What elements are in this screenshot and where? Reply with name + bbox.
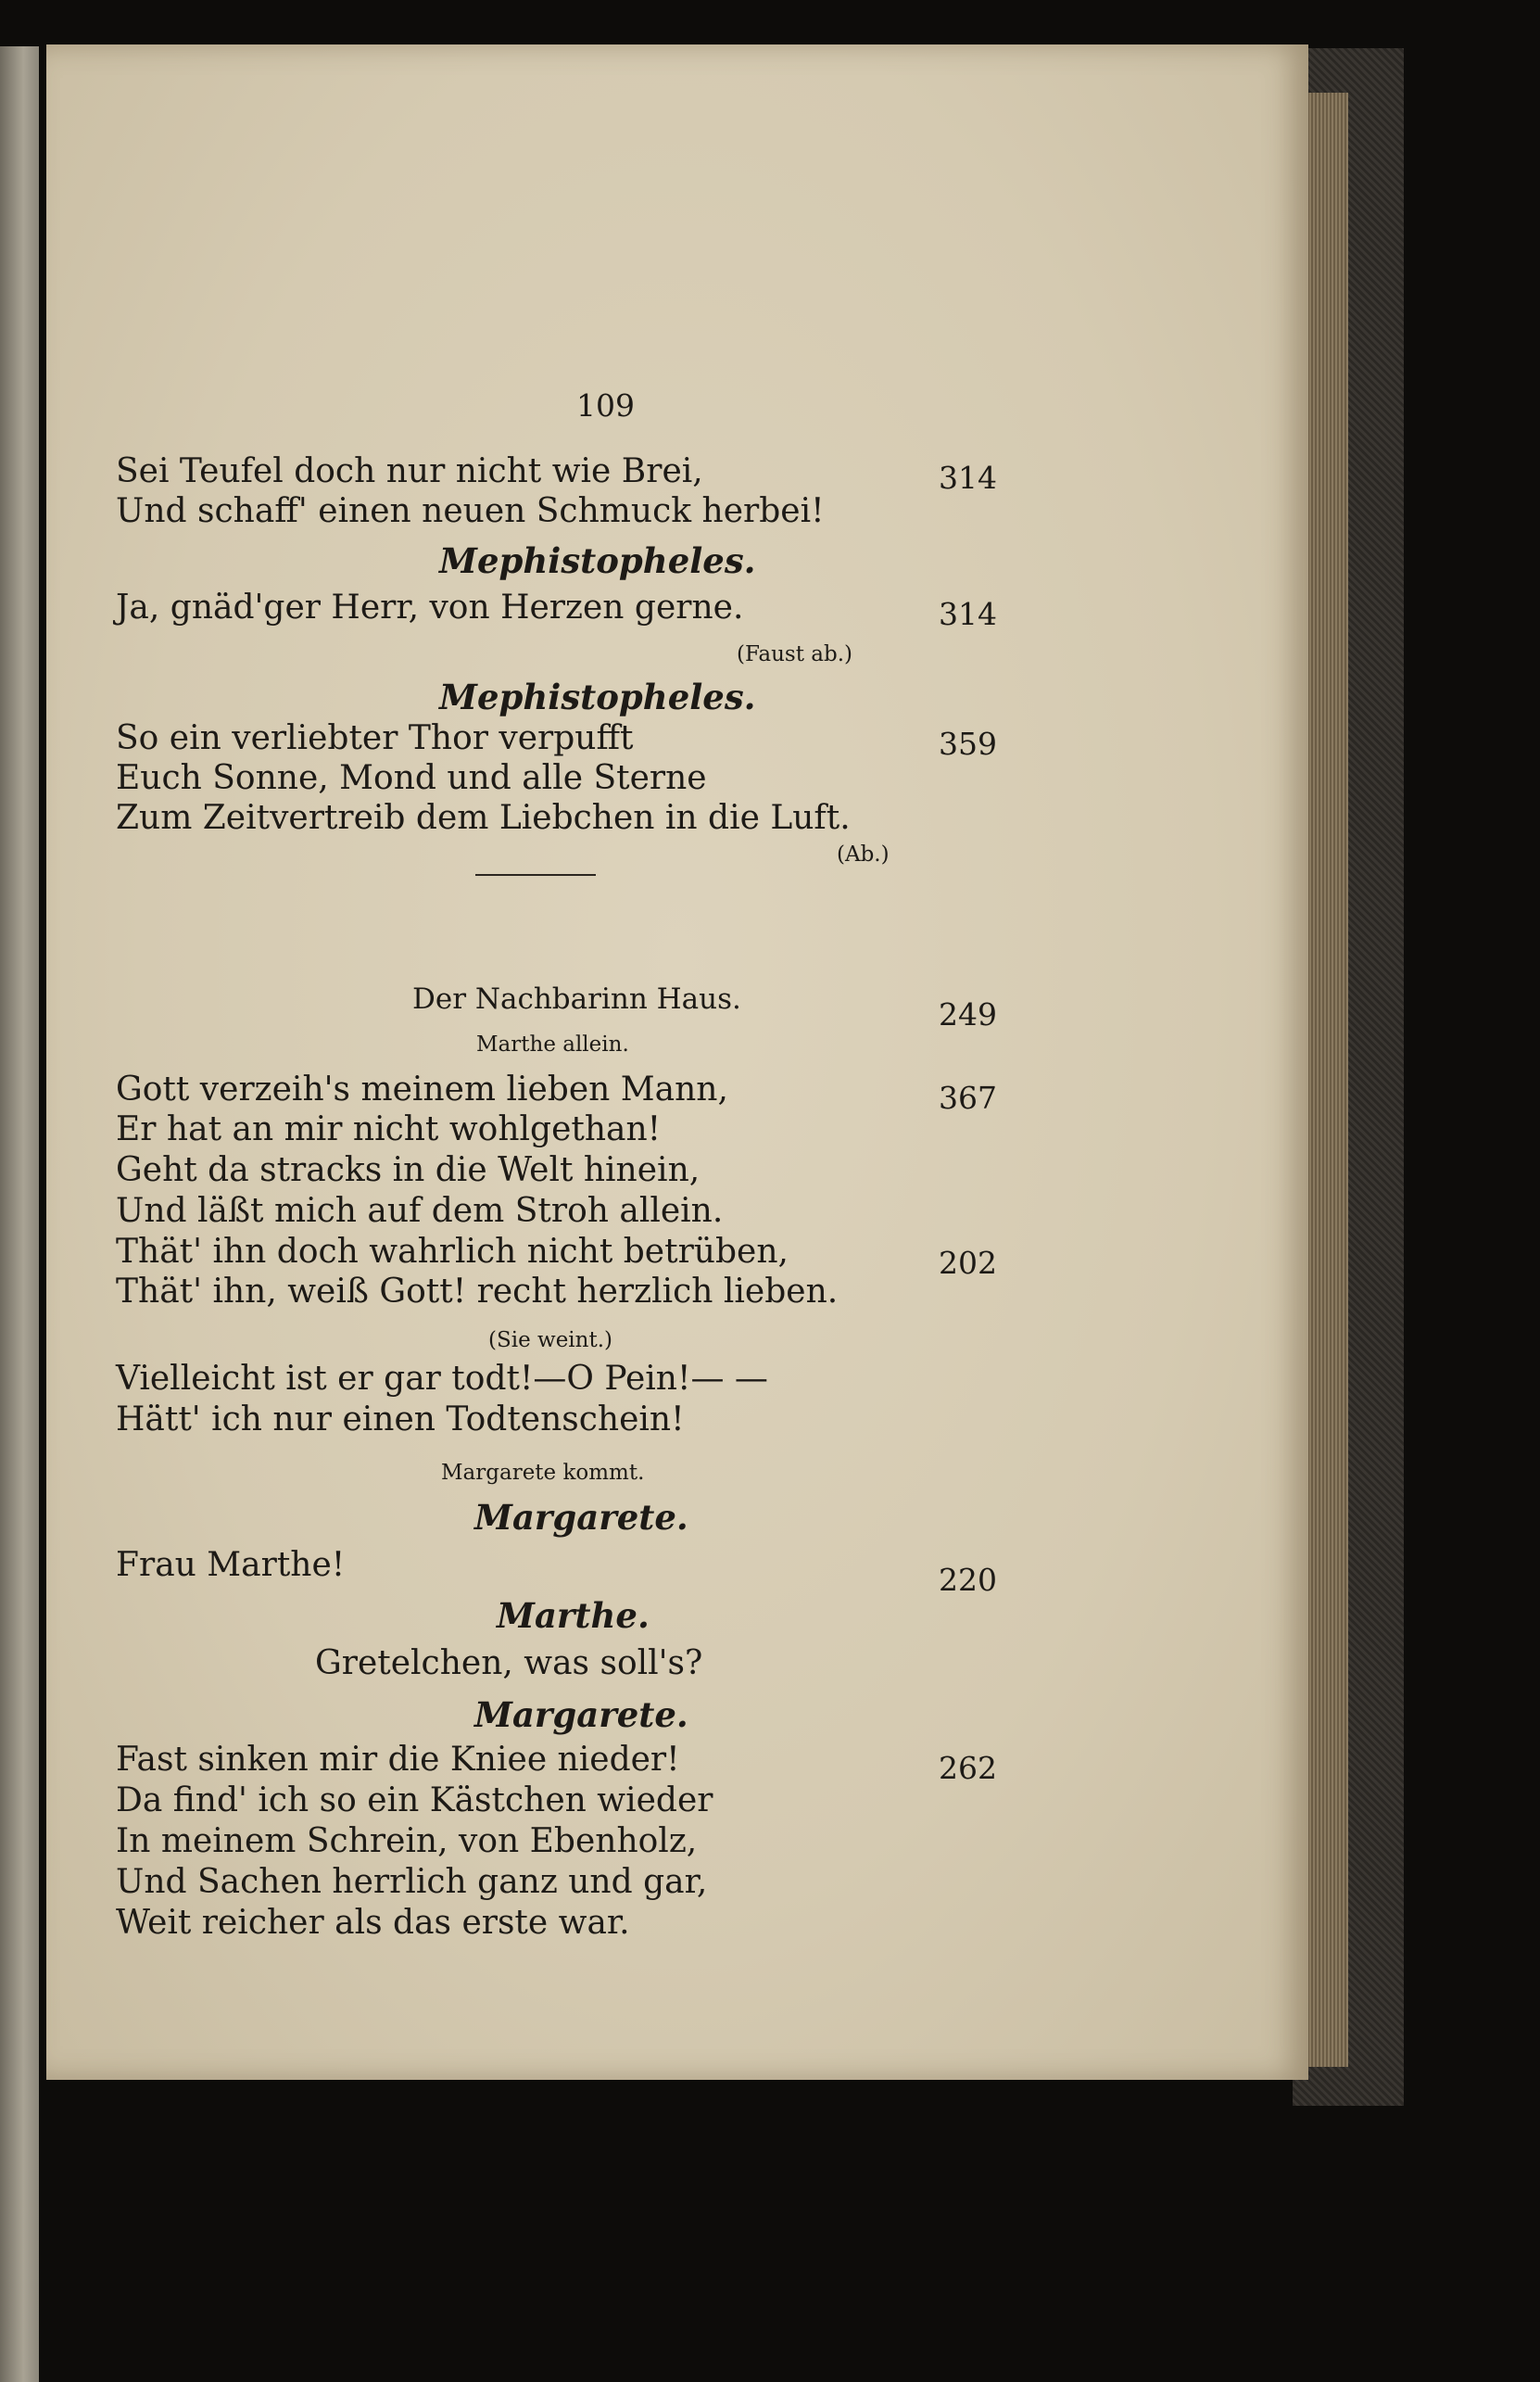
line-number: 367: [939, 1080, 997, 1116]
verse-line: Hätt' ich nur einen Todtenschein!: [116, 1400, 685, 1438]
speaker-name: Mephistopheles.: [439, 677, 756, 717]
speaker-name: Margarete.: [474, 1497, 688, 1538]
verse-line: Gott verzeih's meinem lieben Mann,: [116, 1071, 728, 1109]
verse-line: Thät' ihn, weiß Gott! recht herzlich lieben.: [116, 1273, 839, 1311]
section-divider: [475, 874, 596, 876]
verse-line: So ein verliebter Thor verpufft: [116, 719, 634, 757]
stage-direction: Marthe allein.: [476, 1033, 629, 1057]
verse-line: Da find' ich so ein Kästchen wieder: [116, 1781, 713, 1819]
verse-line: Euch Sonne, Mond und alle Sterne: [116, 759, 707, 797]
verse-line: Vielleicht ist er gar todt!—O Pein!— —: [116, 1360, 768, 1398]
verse-line: Er hat an mir nicht wohlgethan!: [116, 1110, 662, 1148]
verse-line: Ja, gnäd'ger Herr, von Herzen gerne.: [116, 589, 744, 627]
page-number: 109: [576, 387, 635, 424]
scene-heading: Der Nachbarinn Haus.: [412, 982, 741, 1016]
verse-line: Und Sachen herrlich ganz und gar,: [116, 1863, 708, 1901]
verse-line: Geht da stracks in die Welt hinein,: [116, 1151, 701, 1189]
speaker-name: Margarete.: [474, 1694, 688, 1735]
stage-direction: Margarete kommt.: [441, 1461, 645, 1485]
stage-direction: (Ab.): [837, 843, 890, 867]
line-number: 314: [939, 596, 997, 632]
verse-line: Und schaff' einen neuen Schmuck herbei!: [116, 492, 825, 530]
line-number: 249: [939, 996, 997, 1033]
verse-line: Frau Marthe!: [116, 1546, 346, 1584]
line-number: 262: [939, 1750, 997, 1786]
speaker-name: Marthe.: [497, 1595, 650, 1636]
verse-line: Gretelchen, was soll's?: [315, 1644, 703, 1682]
line-number: 359: [939, 726, 997, 762]
line-number: 202: [939, 1245, 997, 1281]
stage-direction: (Faust ab.): [737, 642, 852, 666]
left-page-edge: [0, 46, 39, 2382]
verse-line: Weit reicher als das erste war.: [116, 1904, 630, 1942]
verse-line: Sei Teufel doch nur nicht wie Brei,: [116, 452, 703, 490]
speaker-name: Mephistopheles.: [439, 540, 756, 581]
verse-line: Und läßt mich auf dem Stroh allein.: [116, 1192, 724, 1230]
verse-line: Fast sinken mir die Kniee nieder!: [116, 1741, 680, 1779]
verse-line: Thät' ihn doch wahrlich nicht betrüben,: [116, 1233, 789, 1271]
line-number: 314: [939, 460, 997, 496]
verse-line: In meinem Schrein, von Ebenholz,: [116, 1822, 698, 1860]
stage-direction: (Sie weint.): [488, 1328, 613, 1352]
line-number: 220: [939, 1562, 997, 1598]
book-page: [46, 44, 1308, 2080]
verse-line: Zum Zeitvertreib dem Liebchen in die Luft.: [116, 799, 851, 837]
